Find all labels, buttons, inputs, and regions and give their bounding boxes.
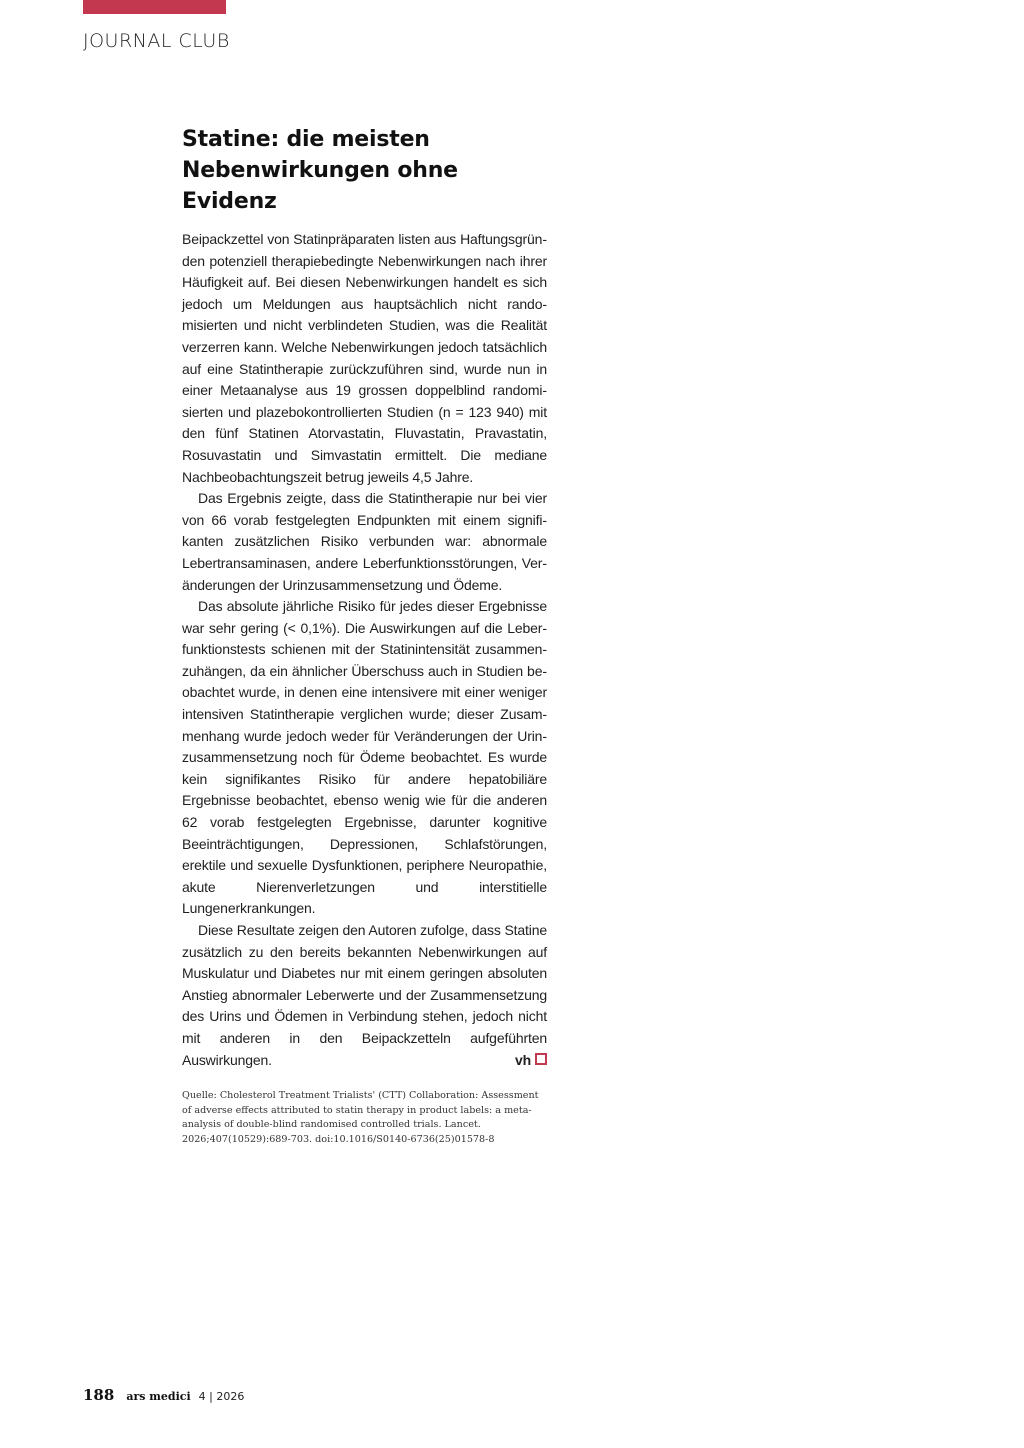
article-title <box>182 124 547 217</box>
article-body <box>182 229 547 1071</box>
magazine-name: ars medici <box>126 1390 191 1403</box>
title-line-2: Nebenwirkungen ohne Evidenz <box>182 158 458 214</box>
issue-info: 4 | 2026 <box>198 1390 245 1403</box>
paragraph-3: Das absolute jährliche Risiko für jedes dieser Ergebnisse war sehr gering (< 0,1%). Die Auswirkungen auf die Leberfunktionstests schienen mit der Statinintensität zusammenzuhängen, da ein ähnlicher Überschuss auch in Studien beobachtet wurde, in denen eine intensivere mit einer weniger intensiven Statintherapie verglichen wurde; dieser Zusammenhang wurde jedoch weder für Veränderungen der Urinzusammensetzung noch für Ödeme beobachtet. Es wurde kein signifikantes Risiko für andere hepatobiliäre Ergebnisse beobachtet, ebenso wenig wie für die anderen 62 vorab festgelegten Ergebnisse, darunter kognitive Beeinträchtigungen, Depressionen, Schlafstörungen, erektile und sexuelle Dysfunktionen, periphere Neuropathie, akute Nierenverletzungen und interstitielle Lungenerkrankungen. <box>182 598 547 917</box>
paragraph-2: Das Ergebnis zeigte, dass die Statintherapie nur bei vier von 66 vorab festgelegten Endpunkten mit einem signifikanten zusätzlichen Risiko verbunden war: abnormale Lebertransaminasen, andere Leberfunktionsstörungen, Veränderungen der Urinzusammensetzung und Ödeme. <box>182 490 547 593</box>
signature-initials: vh <box>514 1051 531 1068</box>
page-number: 188 <box>83 1386 115 1404</box>
author-signature <box>499 1050 547 1072</box>
section-accent-bar <box>83 0 226 14</box>
title-line-1: Statine: die meisten <box>182 127 430 152</box>
end-mark-icon <box>535 1053 547 1065</box>
source-citation: Quelle: Cholesterol Treatment Trialists' (CTT) Collaboration: Assessment of adverse effects attributed to statin therapy in product labels: a meta-analysis of double-blind randomised controlled trials. Lancet. 2026;407(10529):689-703. doi:10.1016/S0140-6736(25)01578-8 <box>182 1090 539 1145</box>
paragraph-4-text: Diese Resultate zeigen den Autoren zufolge, dass Statine zusätzlich zu den bereits bekannten Nebenwirkungen auf Muskulatur und Diabetes nur mit einem geringen absoluten Anstieg abnormaler Leberwerte und der Zusammensetzung des Urins und Ödemen in Verbindung stehen, jedoch nicht mit anderen in den Beipackzetteln aufgeführten Auswirkungen. <box>182 922 547 1068</box>
paragraph-1: Beipackzettel von Statinpräparaten listen aus Haftungsgründen potenziell therapiebedingte Nebenwirkungen nach ihrer Häufigkeit auf. Bei diesen Nebenwirkungen handelt es sich jedoch um Meldungen aus hauptsächlich nicht randomisierten und nicht verblindeten Studien, was die Realität verzerren kann. Welche Nebenwirkungen jedoch tatsächlich auf eine Statintherapie zurückzuführen sind, wurde nun in einer Metaanalyse aus 19 grossen doppelblind randomisierten und plazebokontrollierten Studien (n = 123 940) mit den fünf Statinen Atorvastatin, Fluvastatin, Pravastatin, Rosuvastatin und Simvastatin ermittelt. Die mediane Nachbeobachtungszeit betrug jeweils 4,5 Jahre. <box>182 231 547 485</box>
page-footer <box>83 1386 244 1404</box>
article <box>182 124 547 1147</box>
section-label: JOURNAL CLUB <box>83 30 230 52</box>
paragraph-4 <box>182 920 547 1071</box>
